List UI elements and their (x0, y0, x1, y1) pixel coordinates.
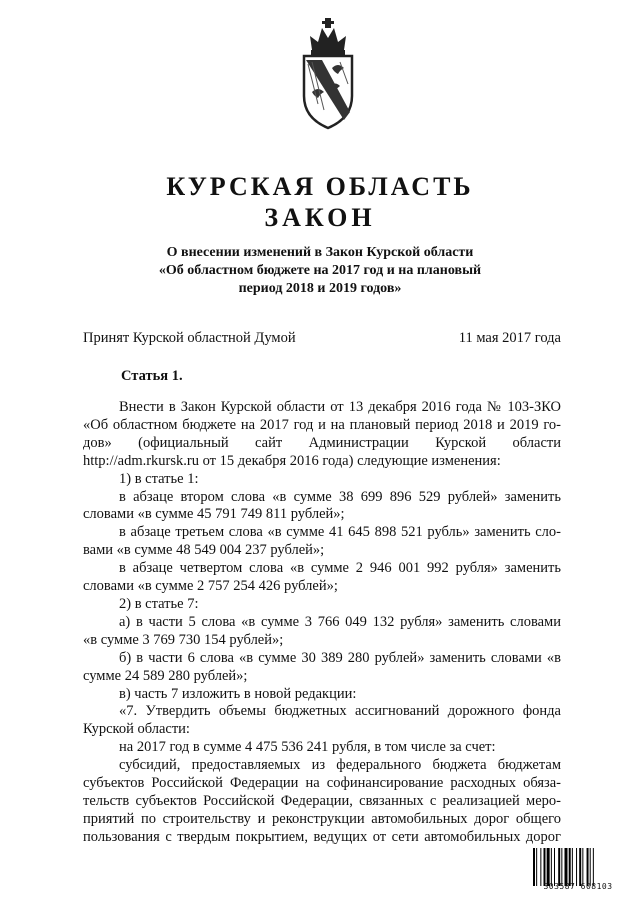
body-line: приятий по строительству и реконструкции автомобильных дорог общего (83, 810, 561, 827)
body-line: вами «в сумме 48 549 004 237 рублей»; (83, 542, 325, 559)
region-heading: КУРСКАЯ ОБЛАСТЬ (166, 172, 474, 201)
body-line: словами «в сумме 2 757 254 426 рублей»; (83, 578, 338, 595)
body-line: субсидий, предоставляемых из федерального бюджета бюджетам (119, 757, 561, 774)
law-title-line: О внесении изменений в Закон Курской области (166, 245, 474, 260)
body-line: 1) в статье 1: (119, 470, 199, 487)
law-title (130, 244, 510, 298)
body-line: Внести в Закон Курской области от 13 декабря 2016 года № 103-ЗКО (119, 399, 561, 415)
body-line: 2) в статье 7: (119, 595, 199, 612)
body-line: в абзаце третьем слова «в сумме 41 645 898 521 рубль» заменить сло- (119, 524, 561, 541)
body-line: сумме 24 589 280 рублей»; (83, 667, 248, 684)
body-line: Курской области: (83, 721, 190, 738)
body-line: тельств субъектов Российской Федерации, связанных с реализацией меро- (83, 792, 561, 809)
body-line: «в сумме 3 769 730 154 рублей»; (83, 631, 284, 648)
document-type-heading: ЗАКОН (264, 203, 376, 232)
law-title-line: период 2018 и 2019 годов» (238, 281, 402, 296)
body-line: дов» (официальный сайт Администрации Курской области (83, 434, 561, 451)
body-line: словами «в сумме 45 791 749 811 рублей»; (83, 506, 345, 523)
body-line: субъектов Российской Федерации на софинансирование расходных обяза- (83, 775, 561, 792)
body-line: в абзаце втором слова «в сумме 38 699 896 529 рублей» заменить (119, 488, 561, 505)
body-line: на 2017 год в сумме 4 475 536 241 рубля, в том числе за счет: (119, 739, 496, 756)
coat-of-arms-icon (290, 14, 366, 132)
body-line: http://adm.rkursk.ru от 15 декабря 2016 года) следующие изменения: (83, 452, 501, 469)
body-line: б) в части 6 слова «в сумме 30 389 280 рублей» заменить словами «в (119, 649, 561, 666)
barcode-number: 303587 608103 (543, 882, 613, 891)
article-body (83, 399, 561, 847)
adoption-line (83, 329, 561, 347)
body-line: в абзаце четвертом слова «в сумме 2 946 001 992 рубля» заменить (119, 560, 561, 577)
law-title-line: «Об областном бюджете на 2017 год и на плановый (158, 263, 482, 278)
article-heading: Статья 1. (121, 368, 183, 384)
body-line: «Об областном бюджете на 2017 год и на плановый период 2018 и 2019 го- (83, 416, 561, 433)
adoption-date: 11 мая 2017 года (458, 330, 561, 346)
body-line: а) в части 5 слова «в сумме 3 766 049 132 рубля» заменить словами (119, 613, 561, 630)
body-line: «7. Утвердить объемы бюджетных ассигнований дорожного фонда (119, 703, 561, 720)
body-line: пользования с твердым покрытием, ведущих от сети автомобильных дорог (83, 828, 561, 845)
body-line: в) часть 7 изложить в новой редакции: (119, 685, 357, 702)
adopted-by: Принят Курской областной Думой (83, 330, 296, 346)
